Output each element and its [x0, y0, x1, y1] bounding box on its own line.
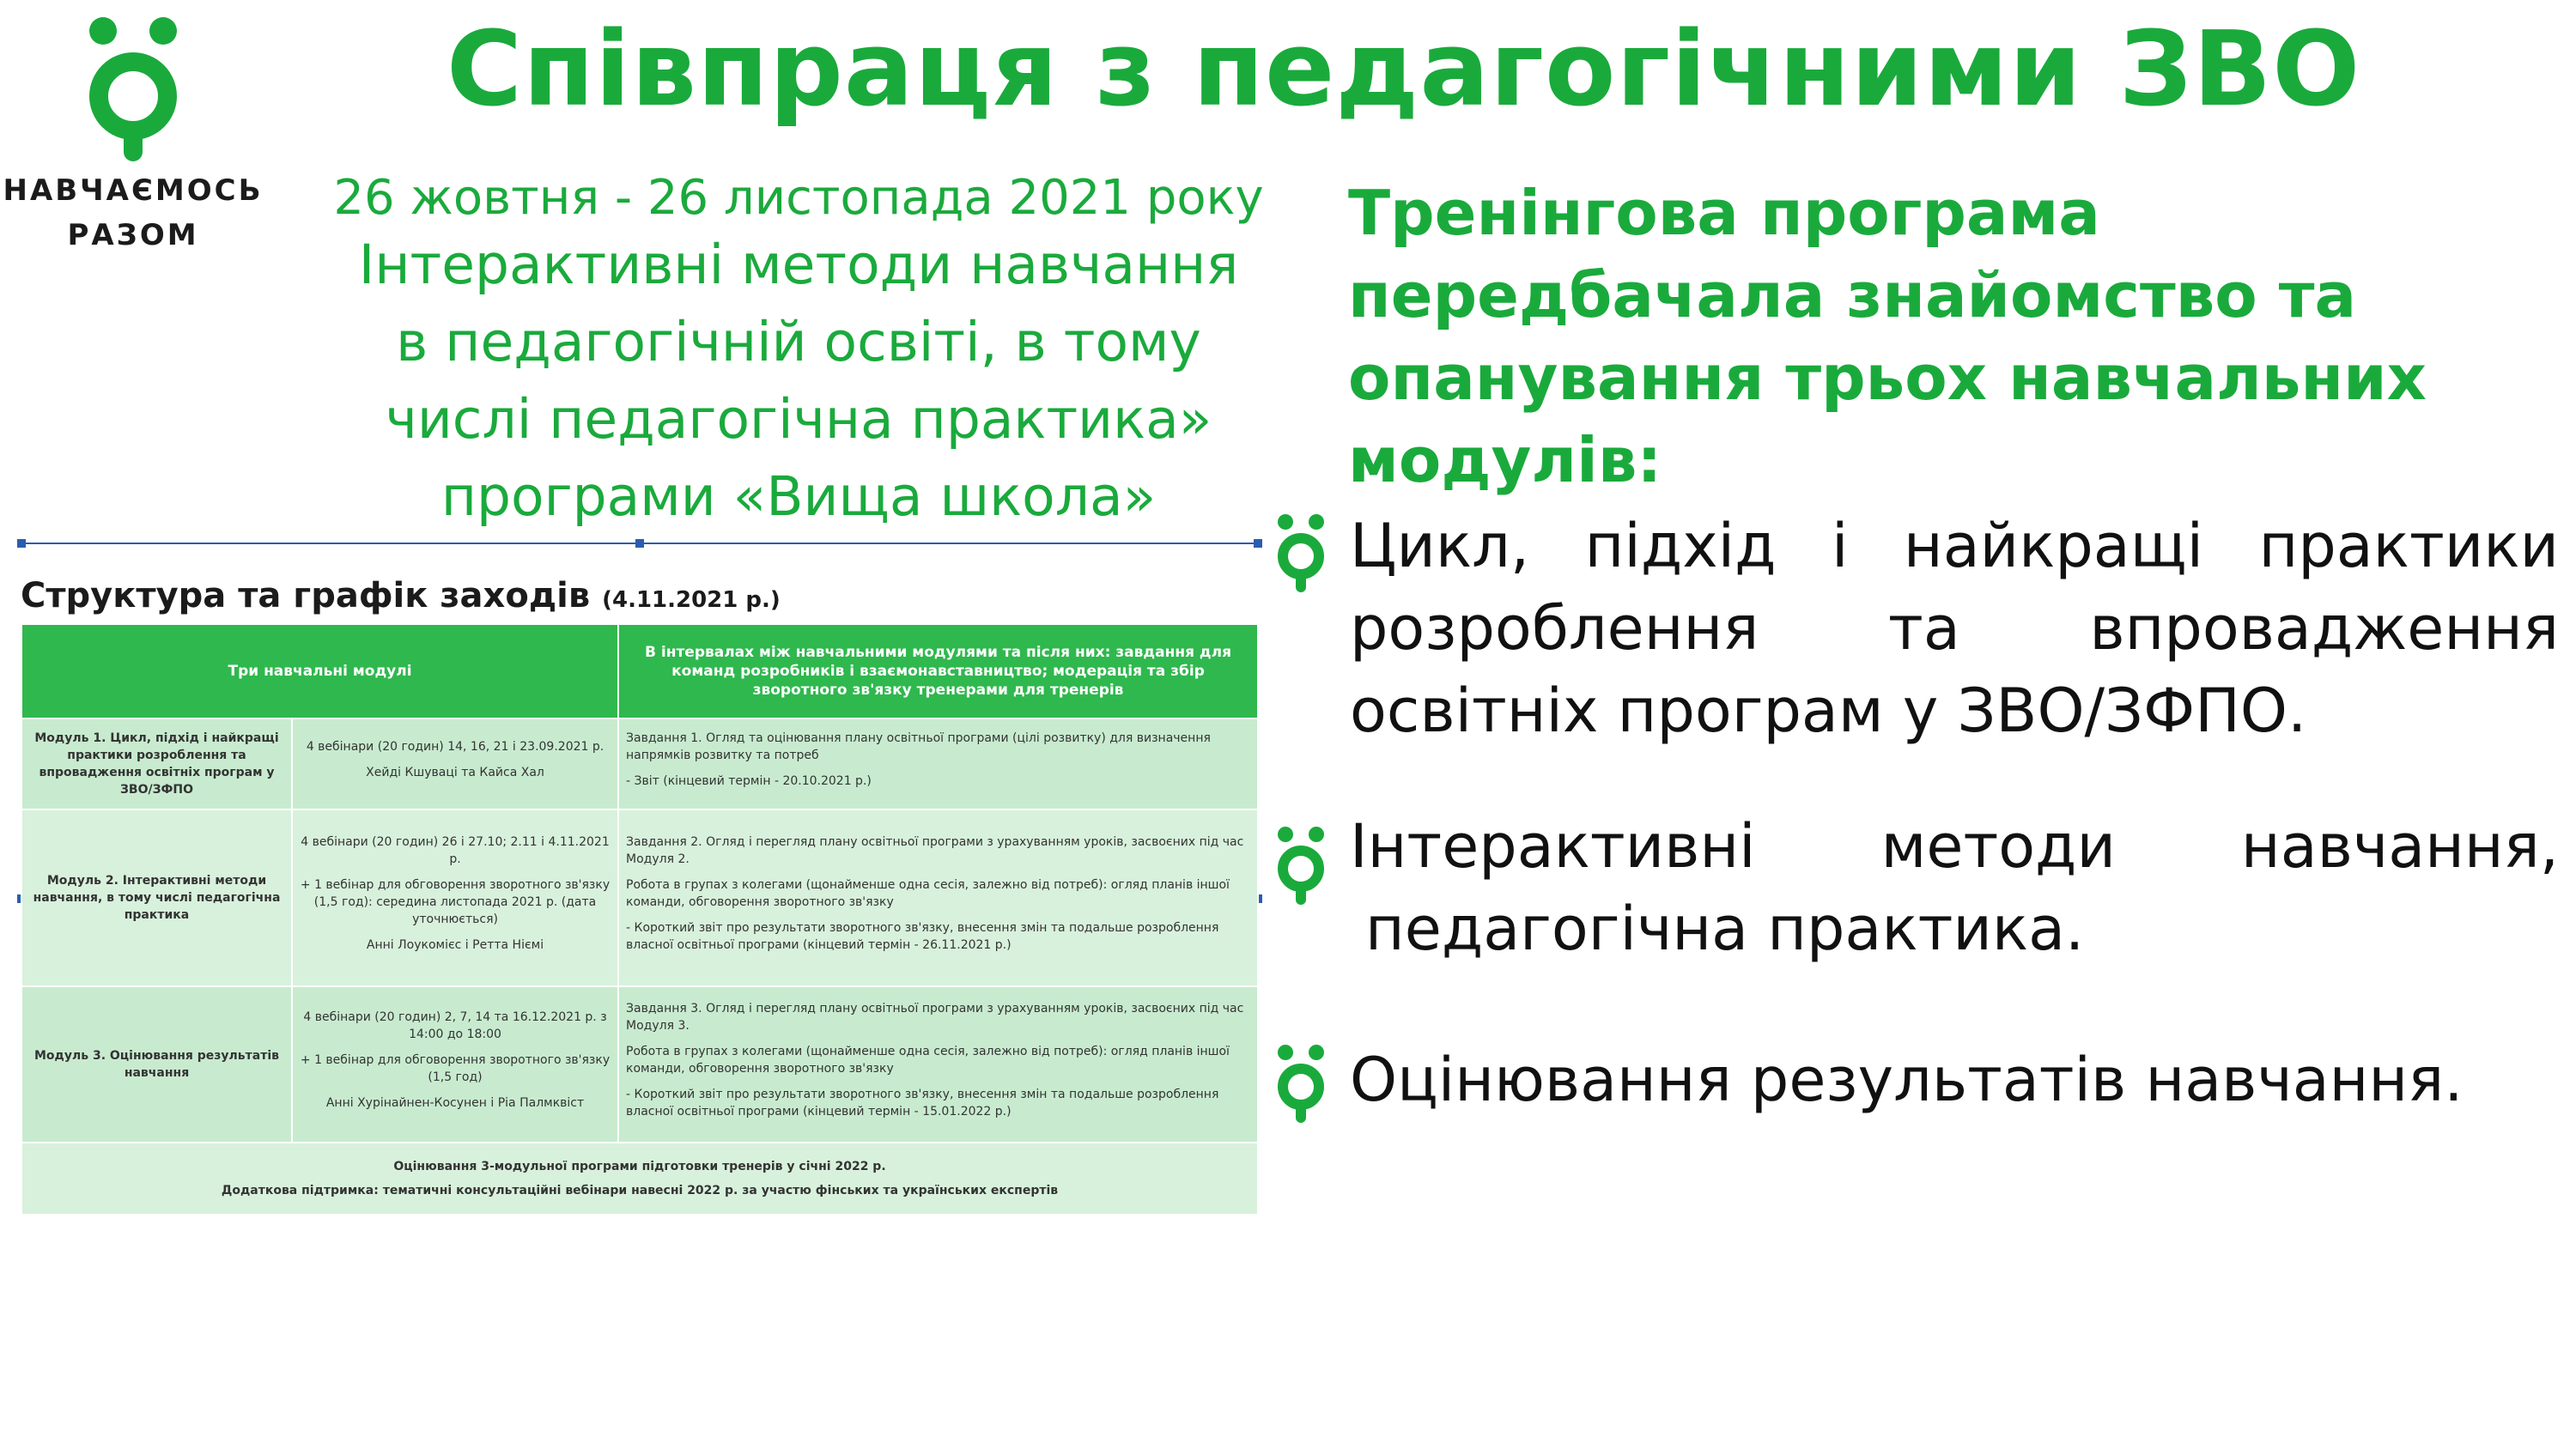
table-row [21, 986, 1258, 1143]
intro-text: Тренінгова програма передбачала знайомство та опанування трьох навчальних модулів: [1348, 177, 2427, 496]
task-line: Завдання 1. Огляд та оцінювання плану освітньої програми (цілі розвитку) для визначення напрямків розвитку та потреб [626, 731, 1211, 762]
task-line: Завдання 2. Огляд і перегляд плану освітньої програми з урахуванням уроків, засвоєних під час Модуля 2. [626, 835, 1244, 866]
task-cell [618, 986, 1258, 1143]
task-line: - Звіт (кінцевий термін - 20.10.2021 р.) [626, 774, 872, 788]
bullet-logo-icon [1271, 824, 1331, 906]
event-line: числі педагогічна практика» [385, 388, 1212, 451]
resize-handle[interactable] [17, 539, 26, 548]
schedule-table-image[interactable] [21, 568, 1257, 1222]
schedule-line: Анні Хурінайнен-Косунен і Ріа Палмквіст [325, 1096, 585, 1110]
schedule-line: 4 вебінари (20 годин) 2, 7, 14 та 16.12.2021 р. з 14:00 до 18:00 [303, 1010, 607, 1041]
task-line: Робота в групах з колегами (щонайменше одна сесія, залежно від потреб): огляд планів іншої команди, обговорення зворотного зв'язку [626, 1045, 1230, 1076]
bullet-item [1271, 1039, 2567, 1133]
schedule-line: 4 вебінари (20 годин) 26 і 27.10; 2.11 і 4.11.2021 р. [301, 835, 610, 866]
schedule-line: + 1 вебінар для обговорення зворотного зв'язку (1,5 год): середина листопада 2021 р. (дата уточнюється) [300, 878, 611, 926]
table-header-cell: В інтервалах між навчальними модулями та після них: завдання для команд розробників і взаємонавставництво; модерація та збір зворотного зв'язку тренерами для тренерів [618, 624, 1258, 718]
schedule-line: 4 вебінари (20 годин) 14, 16, 21 і 23.09.2021 р. [306, 740, 605, 754]
task-line: - Короткий звіт про результати зворотного зв'язку, внесення змін та подальше розроблення власної освітньої програми (кінцевий термін - 15.01.2022 р.) [626, 1088, 1219, 1119]
module-cell: Модуль 3. Оцінювання результатів навчання [21, 986, 292, 1143]
schedule-cell [292, 718, 618, 809]
table-title-text: Структура та графік заходів [21, 576, 591, 615]
schedule-cell [292, 809, 618, 986]
table-row [21, 809, 1258, 986]
schedule-line: Хейді Кшуваці та Кайса Хал [366, 766, 544, 779]
table-footer-row [21, 1143, 1258, 1215]
footer-line: Додаткова підтримка: тематичні консультаційні вебінари навесні 2022 р. за участю фінських та українських експертів [221, 1184, 1059, 1197]
event-block [292, 170, 1305, 536]
table-title [21, 568, 1257, 623]
bullet-item [1271, 805, 2567, 977]
bullet-logo-icon [1271, 1042, 1331, 1125]
task-line: Завдання 3. Огляд і перегляд плану освітньої програми з урахуванням уроків, засвоєних під час Модуля 3. [626, 1002, 1244, 1033]
page-title: Співпраця з педагогічними ЗВО [447, 10, 2361, 130]
bullet-text: Цикл, підхід і найкращі практики розроблення та впровадження освітніх програм у ЗВО/ЗФПО. [1350, 511, 2559, 746]
schedule-line: Анні Лоукомієс і Ретта Ніємі [366, 938, 544, 952]
module-cell: Модуль 2. Інтерактивні методи навчання, в тому числі педагогічна практика [21, 809, 292, 986]
event-date: 26 жовтня - 26 листопада 2021 року [333, 170, 1264, 226]
event-line: Інтерактивні методи навчання [358, 233, 1239, 296]
bullet-logo-icon [1271, 512, 1331, 594]
bullet-text [1350, 805, 2559, 970]
logo-line1: НАВЧАЄМОСЬ [3, 173, 264, 208]
event-line: в педагогічній освіті, в тому [396, 311, 1201, 373]
schedule-line: + 1 вебінар для обговорення зворотного зв'язку (1,5 год) [300, 1053, 611, 1084]
logo-icon [77, 12, 189, 167]
footer-line: Оцінювання 3-модульної програми підготовки тренерів у січні 2022 р. [393, 1160, 886, 1173]
footer-cell [21, 1143, 1258, 1215]
table-header-cell: Три навчальні модулі [21, 624, 618, 718]
task-line: Робота в групах з колегами (щонайменше одна сесія, залежно від потреб): огляд планів іншої команди, обговорення зворотного зв'язку [626, 878, 1230, 909]
schedule-table [21, 623, 1259, 1216]
table-row [21, 718, 1258, 809]
event-line: програми «Вища школа» [440, 465, 1157, 528]
task-cell [618, 718, 1258, 809]
bullet-text: Оцінювання результатів навчання. [1350, 1045, 2464, 1115]
table-title-date: (4.11.2021 р.) [602, 587, 781, 613]
task-line: - Короткий звіт про результати зворотного зв'язку, внесення змін та подальше розроблення власної освітньої програми (кінцевий термін - 26.11.2021 р.) [626, 921, 1219, 952]
resize-handle[interactable] [635, 539, 644, 548]
bullet-text-line: Інтерактивні методи навчання, [1350, 811, 2559, 882]
bullet-text-line: педагогічна практика. [1365, 894, 2085, 964]
bullet-item [1271, 505, 2567, 762]
table-header-row [21, 624, 1258, 718]
module-cell: Модуль 1. Цикл, підхід і найкращі практики розроблення та впровадження освітніх програм у ЗВО/ЗФПО [21, 718, 292, 809]
logo-text [0, 168, 266, 258]
task-cell [618, 809, 1258, 986]
logo [0, 0, 275, 266]
logo-line2: РАЗОМ [67, 218, 199, 252]
schedule-cell [292, 986, 618, 1143]
resize-handle[interactable] [1254, 539, 1262, 548]
